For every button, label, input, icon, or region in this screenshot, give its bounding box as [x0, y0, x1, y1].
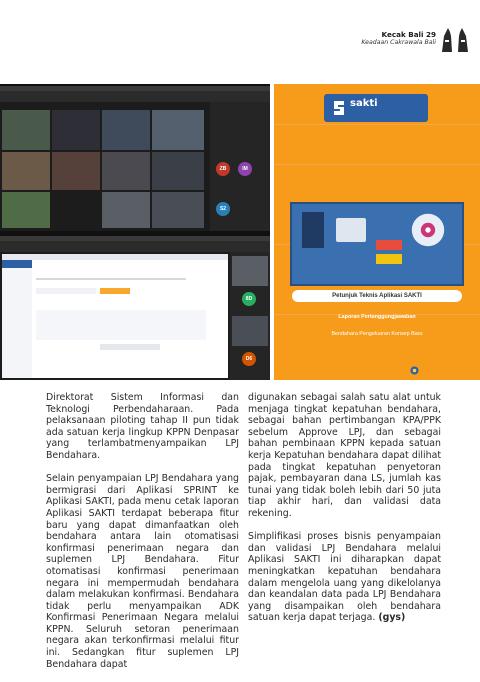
sakti-app-screenshot — [0, 236, 270, 380]
author-signature: (gys) — [378, 612, 406, 624]
meeting-toolbar — [0, 86, 270, 102]
briefcase-illustration — [290, 202, 464, 286]
magazine-title: Kecak Bali 29 — [381, 30, 436, 39]
article-column-left — [46, 392, 239, 682]
sakti-guide-cover — [274, 84, 480, 380]
participant-avatar: ZB — [216, 162, 230, 176]
report-subtitle: Bendahara Pengeluaran Konsep Baru — [331, 331, 423, 337]
sakti-brand-name: sakti — [350, 98, 378, 109]
article-paragraph-text: Simplifikasi proses bisnis penyampaian dan validasi LPJ Bendahara melalui Aplikasi SAKTI ini diharapkan dapat meningkatkan kepatuhan bendahara dalam mengelola uang yang dikelolanya dan keandalan data pada LPJ Bendahara yang disampaikan oleh bendahara satuan kerja dapat terjaga. — [248, 531, 441, 624]
article-column-right — [248, 392, 441, 635]
disc-icon — [410, 212, 446, 248]
page-header — [361, 31, 436, 46]
guide-title: Petunjuk Teknis Aplikasi SAKTI — [292, 290, 462, 302]
participant-avatar: 8D — [242, 292, 256, 306]
participant-panel — [210, 102, 270, 231]
sakti-logo-icon — [332, 100, 346, 116]
sakti-brand-bar — [324, 94, 428, 122]
meeting-toolbar — [0, 236, 270, 252]
article-paragraph: Direktorat Sistem Informasi dan Teknologi Perbendaharaan. Pada pelaksanaan piloting tahap II pun tidak ada satuan kerja lingkup KPPN Denpasar yang terlambatmenyampaikan LPJ Bendahara. — [46, 392, 239, 461]
article-paragraph — [248, 531, 441, 624]
magazine-subtitle: Keadaan Cakrawala Bali — [361, 39, 436, 47]
ministry-seal-icon — [410, 366, 419, 375]
article-paragraph: Selain penyampaian LPJ Bendahara yang bermigrasi dari Aplikasi SPRINT ke Aplikasi SAKTI, pada menu cetak laporan Aplikasi SAKTI terdapat beberapa fitur baru yang dapat dimanfaatkan oleh bendahara antara lain otomatisasi konfirmasi penerimaan negara dan suplemen LPJ Bendahara. Fitur otomatisasi konfirmasi penerimaan negara ini mempermudah bendahara dalam melakukan konfirmasi. Bendahara tidak perlu menyampaikan ADK Konfirmasi Penerimaan Negara melalui KPPN. Seluruh setoran penerimaan negara akan terkonfirmasi melalui fitur ini. Sedangkan fitur suplemen LPJ Bendahara dapat — [46, 473, 239, 670]
participant-avatar: S2 — [216, 202, 230, 216]
article-paragraph: digunakan sebagai salah satu alat untuk menjaga tingkat kepatuhan bendahara, sebagai bahan pertimbangan KPA/PPK sebelum Approve LPJ, dan sebagai bahan pembinaan KPPN kepada satuan kerja Kepatuhan bendahara dapat dilihat pada tingkat kepatuhan penyetoran pajak, pembayaran dana LS, jumlah kas tunai yang tidak boleh lebih dari 50 juta tiap akhir hari, dan validasi data rekening. — [248, 392, 441, 519]
report-title: Laporan Pertanggungjawaban — [338, 314, 416, 320]
participant-avatar: IM — [238, 162, 252, 176]
participant-panel — [230, 252, 270, 380]
split-gate-logo-icon — [440, 26, 470, 52]
video-meeting-screenshot — [0, 86, 270, 231]
participant-avatar: D6 — [242, 352, 256, 366]
